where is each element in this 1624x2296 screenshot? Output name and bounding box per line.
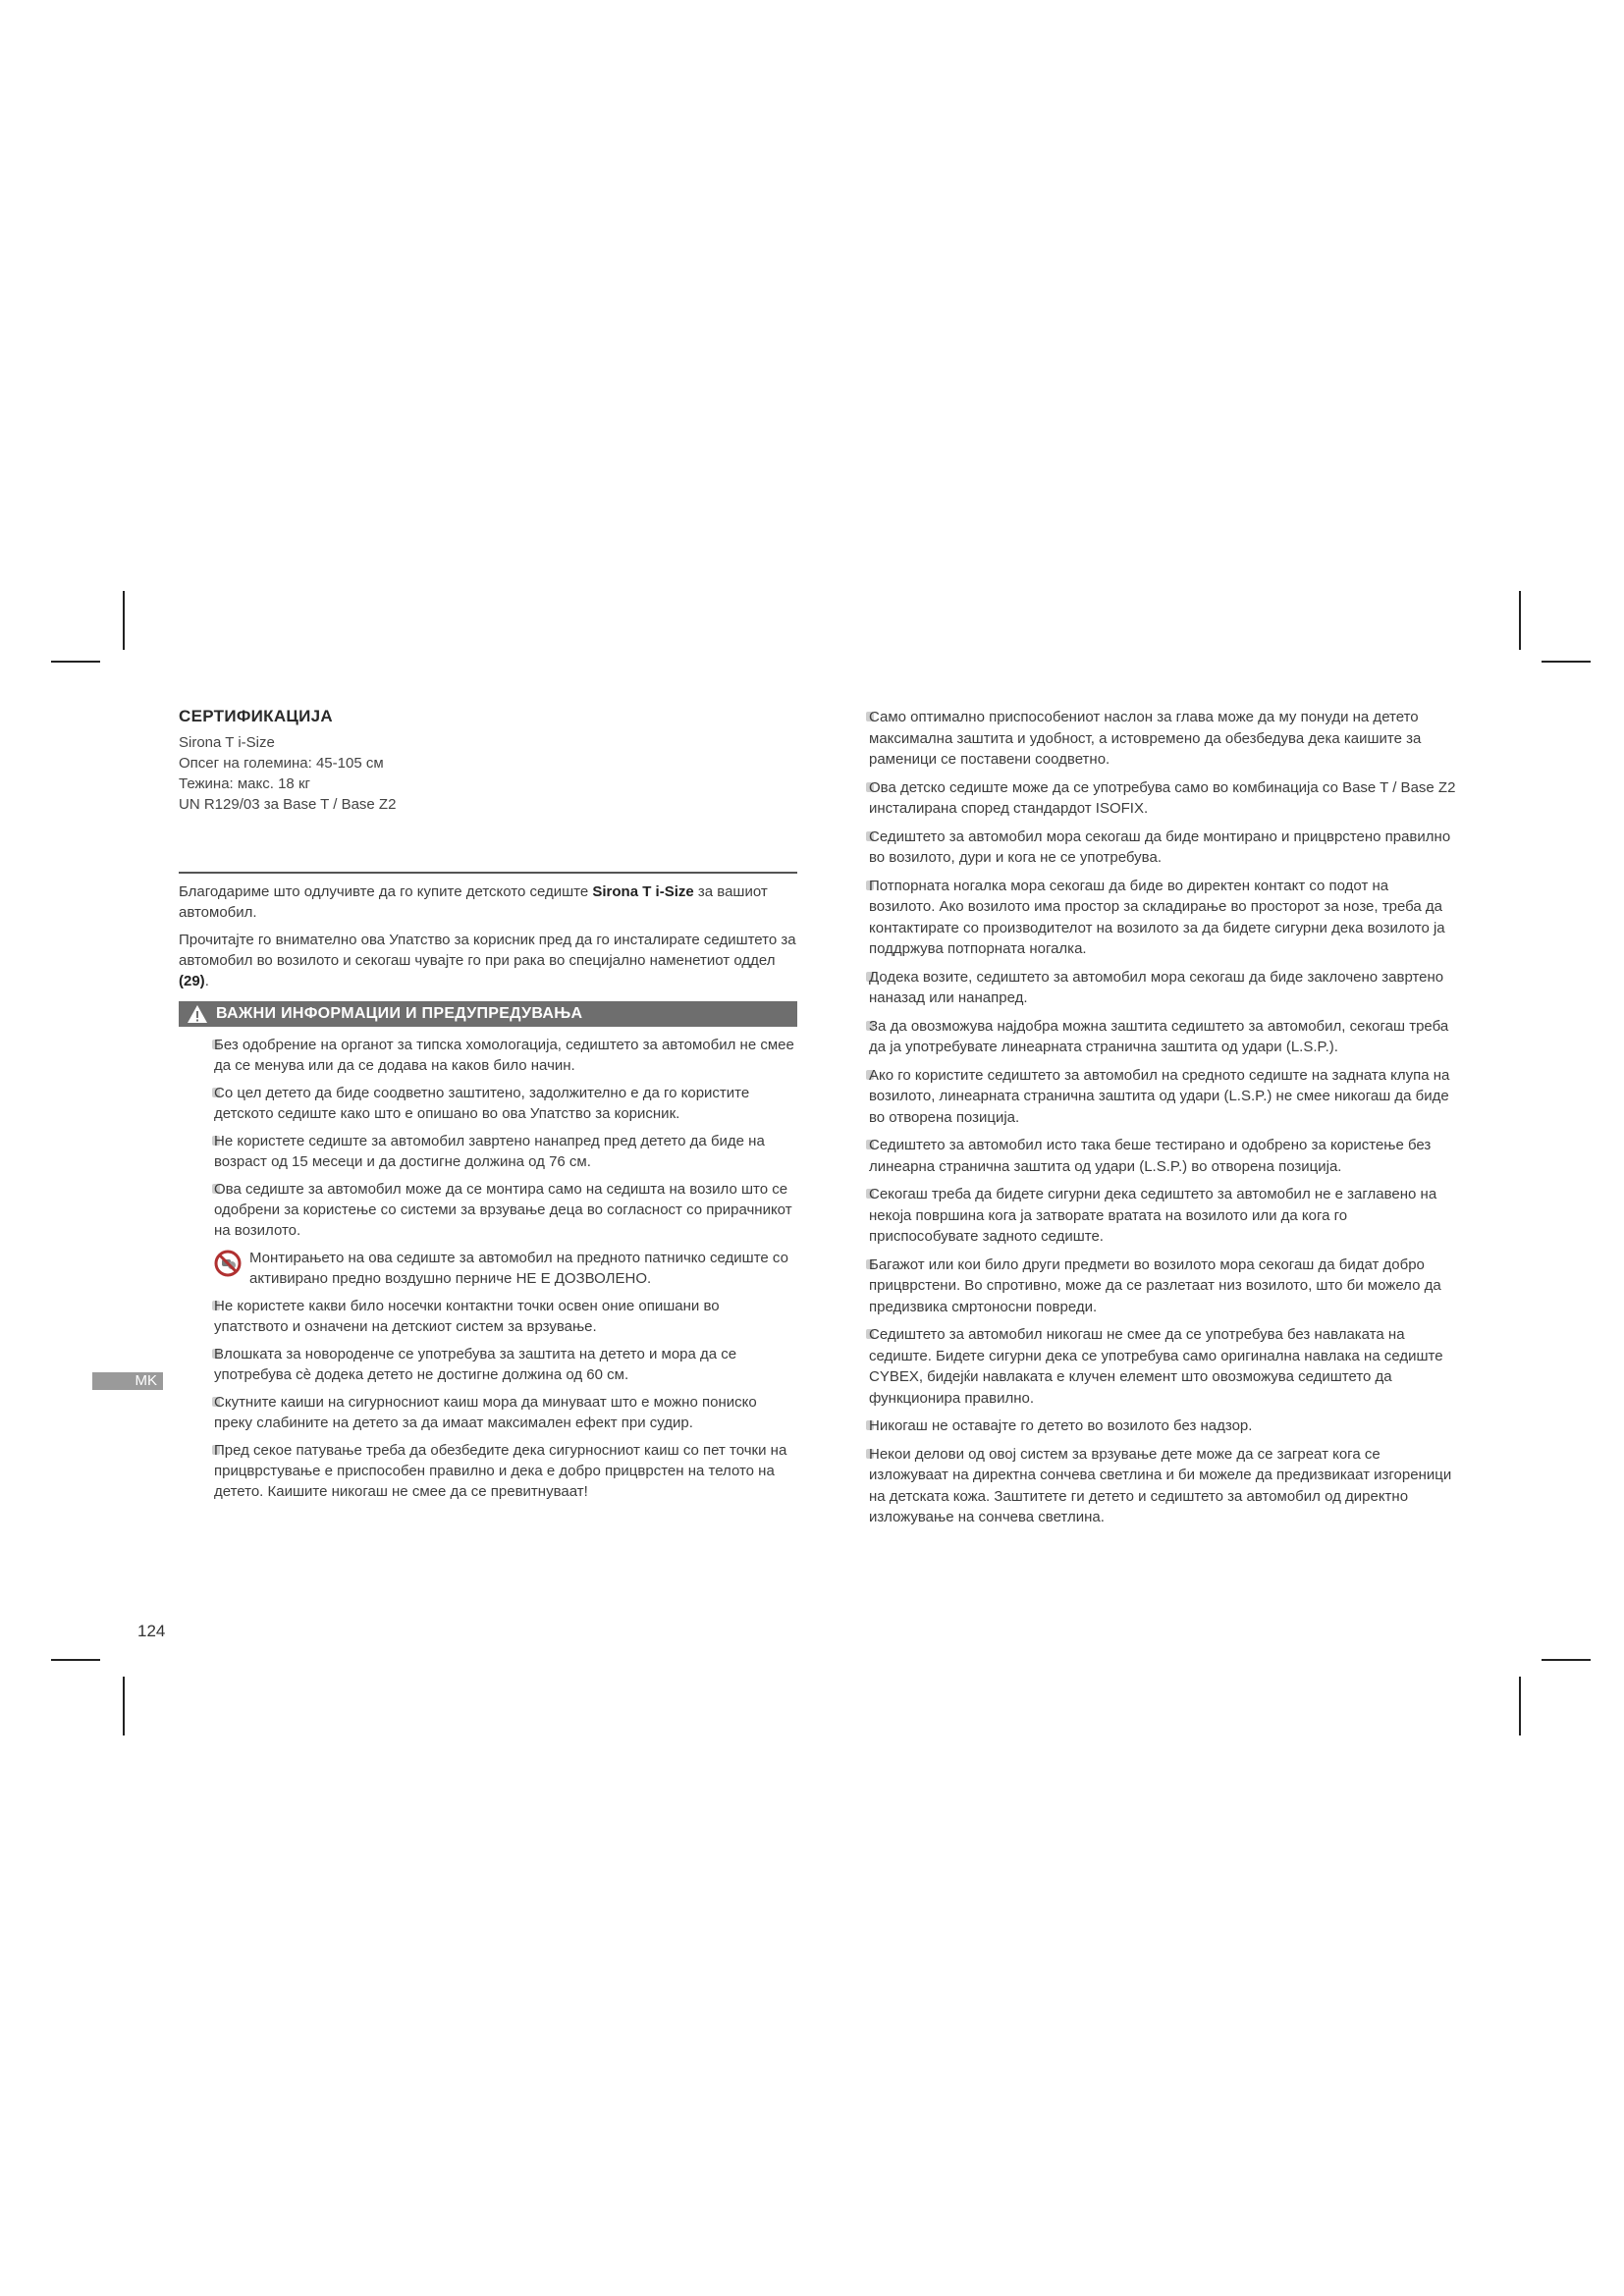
left-column bbox=[179, 707, 797, 1509]
divider bbox=[179, 872, 797, 874]
language-tab: MK bbox=[92, 1372, 163, 1390]
warning-triangle-icon bbox=[187, 1004, 208, 1024]
list-item: Седиштето за автомобил мора секогаш да биде монтирано и прицврстено правилно во возилото, дури и кога не се употребува. bbox=[869, 827, 1458, 869]
cert-product-name: Sirona T i-Size bbox=[179, 734, 275, 751]
list-item: Седиштето за автомобил никогаш не смее да се употребува без навлаката на седиште. Бидете сигурни дека се употребува само оригинална навлака на седиште CYBEX, бидејќи навлаката е клучен елемент што овозможува седиштето да функционира правилно. bbox=[869, 1324, 1458, 1409]
list-item: Секогаш треба да бидете сигурни дека седиштето за автомобил не е заглавено на некоја површина кога ја затворате вратата на возилото или да кога го приспособувате задното седиште. bbox=[869, 1184, 1458, 1248]
list-item: Додека возите, седиштето за автомобил мора секогаш да биде заклочено завртено наназад или нанапред. bbox=[869, 967, 1458, 1009]
compartment-ref: (29) bbox=[179, 973, 205, 989]
airbag-warning bbox=[214, 1248, 797, 1289]
crop-mark-bottom-left-vertical bbox=[123, 1677, 125, 1735]
airbag-warning-text: Монтирањето на ова седиште за автомобил на предното патничко седиште со активирано предно воздушно перниче НЕ Е ДОЗВОЛЕНО. bbox=[249, 1250, 788, 1287]
crop-mark-top-right-vertical bbox=[1519, 591, 1521, 650]
product-name: Sirona T i-Size bbox=[592, 883, 694, 900]
list-item: За да овозможува најдобра можна заштита седиштето за автомобил, секогаш треба да ја употребувате линеарната странична заштита од удари (L.S.P.). bbox=[869, 1016, 1458, 1058]
crop-mark-top-left-horizontal bbox=[51, 661, 100, 663]
list-item: Ова детско седиште може да се употребува само во комбинација со Base T / Base Z2 инсталирана според стандардот ISOFIX. bbox=[869, 777, 1458, 820]
warning-list bbox=[179, 1035, 797, 1502]
list-item: Седиштето за автомобил исто така беше тестирано и одобрено за користење без линеарна странична заштита од удари (L.S.P.) во отворена позиција. bbox=[869, 1135, 1458, 1177]
list-item: Ова седиште за автомобил може да се монтира само на седишта на возило што се одобрени за користење со системи за врзување деца во согласност со прирачникот на возилото. bbox=[214, 1179, 797, 1241]
crop-mark-top-left-vertical bbox=[123, 591, 125, 650]
list-item: Никогаш не оставајте го детето во возилото без надзор. bbox=[869, 1415, 1458, 1437]
list-item: Пред секое патување треба да обезбедите дека сигурносниот каиш со пет точки на прицврстување е приспособен правилно и дека е добро прицврстен на телото на детето. Каишите никогаш не смее да се превитнуваат! bbox=[214, 1440, 797, 1502]
cert-size-range: Опсег на големина: 45-105 см bbox=[179, 755, 384, 772]
cert-weight: Тежина: макс. 18 кг bbox=[179, 775, 310, 792]
right-column bbox=[869, 707, 1458, 1535]
list-item: Со цел детето да биде соодветно заштитено, задолжително е да го користите детското седиште како што е опишано во ова Упатство за корисник. bbox=[214, 1083, 797, 1124]
list-item: Потпорната ногалка мора секогаш да биде во директен контакт со подот на возилото. Ако возилото има простор за складирање во просторот за нозе, треба да контактирате со производителот на возилото за да бидете сигурни дека возилото ја поддржува потпорната ногалка. bbox=[869, 876, 1458, 960]
list-item: Само оптимално приспособениот наслон за глава може да му понуди на детето максимална заштита и удобност, а истовремено да обезбедува дека каишите за раменици се поставени соодветно. bbox=[869, 707, 1458, 771]
list-item: Не користете какви било носечки контактни точки освен оние опишани во упатството и означени на детскиот систем за врзување. bbox=[214, 1296, 797, 1337]
crop-mark-bottom-right-vertical bbox=[1519, 1677, 1521, 1735]
intro-thanks: Благодариме што одлучивте да го купите детското седиште Sirona T i-Size за вашиот автомобил. bbox=[179, 883, 768, 921]
crop-mark-top-right-horizontal bbox=[1542, 661, 1591, 663]
list-item: Не користете седиште за автомобил завртено нанапред пред детето да биде на возраст од 15 месеци и да достигне должина од 76 см. bbox=[214, 1131, 797, 1172]
certification-title: СЕРТИФИКАЦИЈА bbox=[179, 707, 333, 725]
list-item: Без одобрение на органот за типска хомологација, седиштето за автомобил не смее да се менува или да се додава на каков било начин. bbox=[214, 1035, 797, 1076]
cert-regulation: UN R129/03 за Base T / Base Z2 bbox=[179, 796, 397, 813]
crop-mark-bottom-right-horizontal bbox=[1542, 1659, 1591, 1661]
list-item: Багажот или кои било други предмети во возилото мора секогаш да бидат добро прицврстени. Во спротивно, може да се разлетаат низ возилото, што би можело да предизвика смртоносни повреди. bbox=[869, 1255, 1458, 1318]
list-item: Ако го користите седиштето за автомобил на средното седиште на задната клупа на возилото, линеарната странична заштита од удари (L.S.P.) не смее никогаш да биде во отворена позиција. bbox=[869, 1065, 1458, 1129]
crop-mark-bottom-left-horizontal bbox=[51, 1659, 100, 1661]
list-item: Влошката за новороденче се употребува за заштита на детето и мора да се употребува сè додека детето не достигне должина од 60 см. bbox=[214, 1344, 797, 1385]
warning-header bbox=[179, 1001, 797, 1027]
certification-block bbox=[179, 707, 797, 872]
list-item: Некои делови од овој систем за врзување дете може да се загреат кога се изложуваат на директна сончева светлина и би можеле да предизвикаат изгореници на детската кожа. Заштитете ги детето и седиштето за автомобил од директно изложување на сончева светлина. bbox=[869, 1444, 1458, 1528]
warning-title: ВАЖНИ ИНФОРМАЦИИ И ПРЕДУПРЕДУВАЊА bbox=[216, 1005, 583, 1022]
list-item: Скутните каиши на сигурносниот каиш мора да минуваат што е можно пониско преку слабините на детето за да имаат максимален ефект при судир. bbox=[214, 1392, 797, 1433]
no-airbag-icon bbox=[214, 1250, 242, 1277]
page-number: 124 bbox=[137, 1622, 166, 1640]
intro-read-manual: Прочитајте го внимателно ова Упатство за корисник пред да го инсталирате седиштето за автомобил во возилото и секогаш чувајте го при рака во специјално наменетиот оддел (29). bbox=[179, 932, 796, 989]
